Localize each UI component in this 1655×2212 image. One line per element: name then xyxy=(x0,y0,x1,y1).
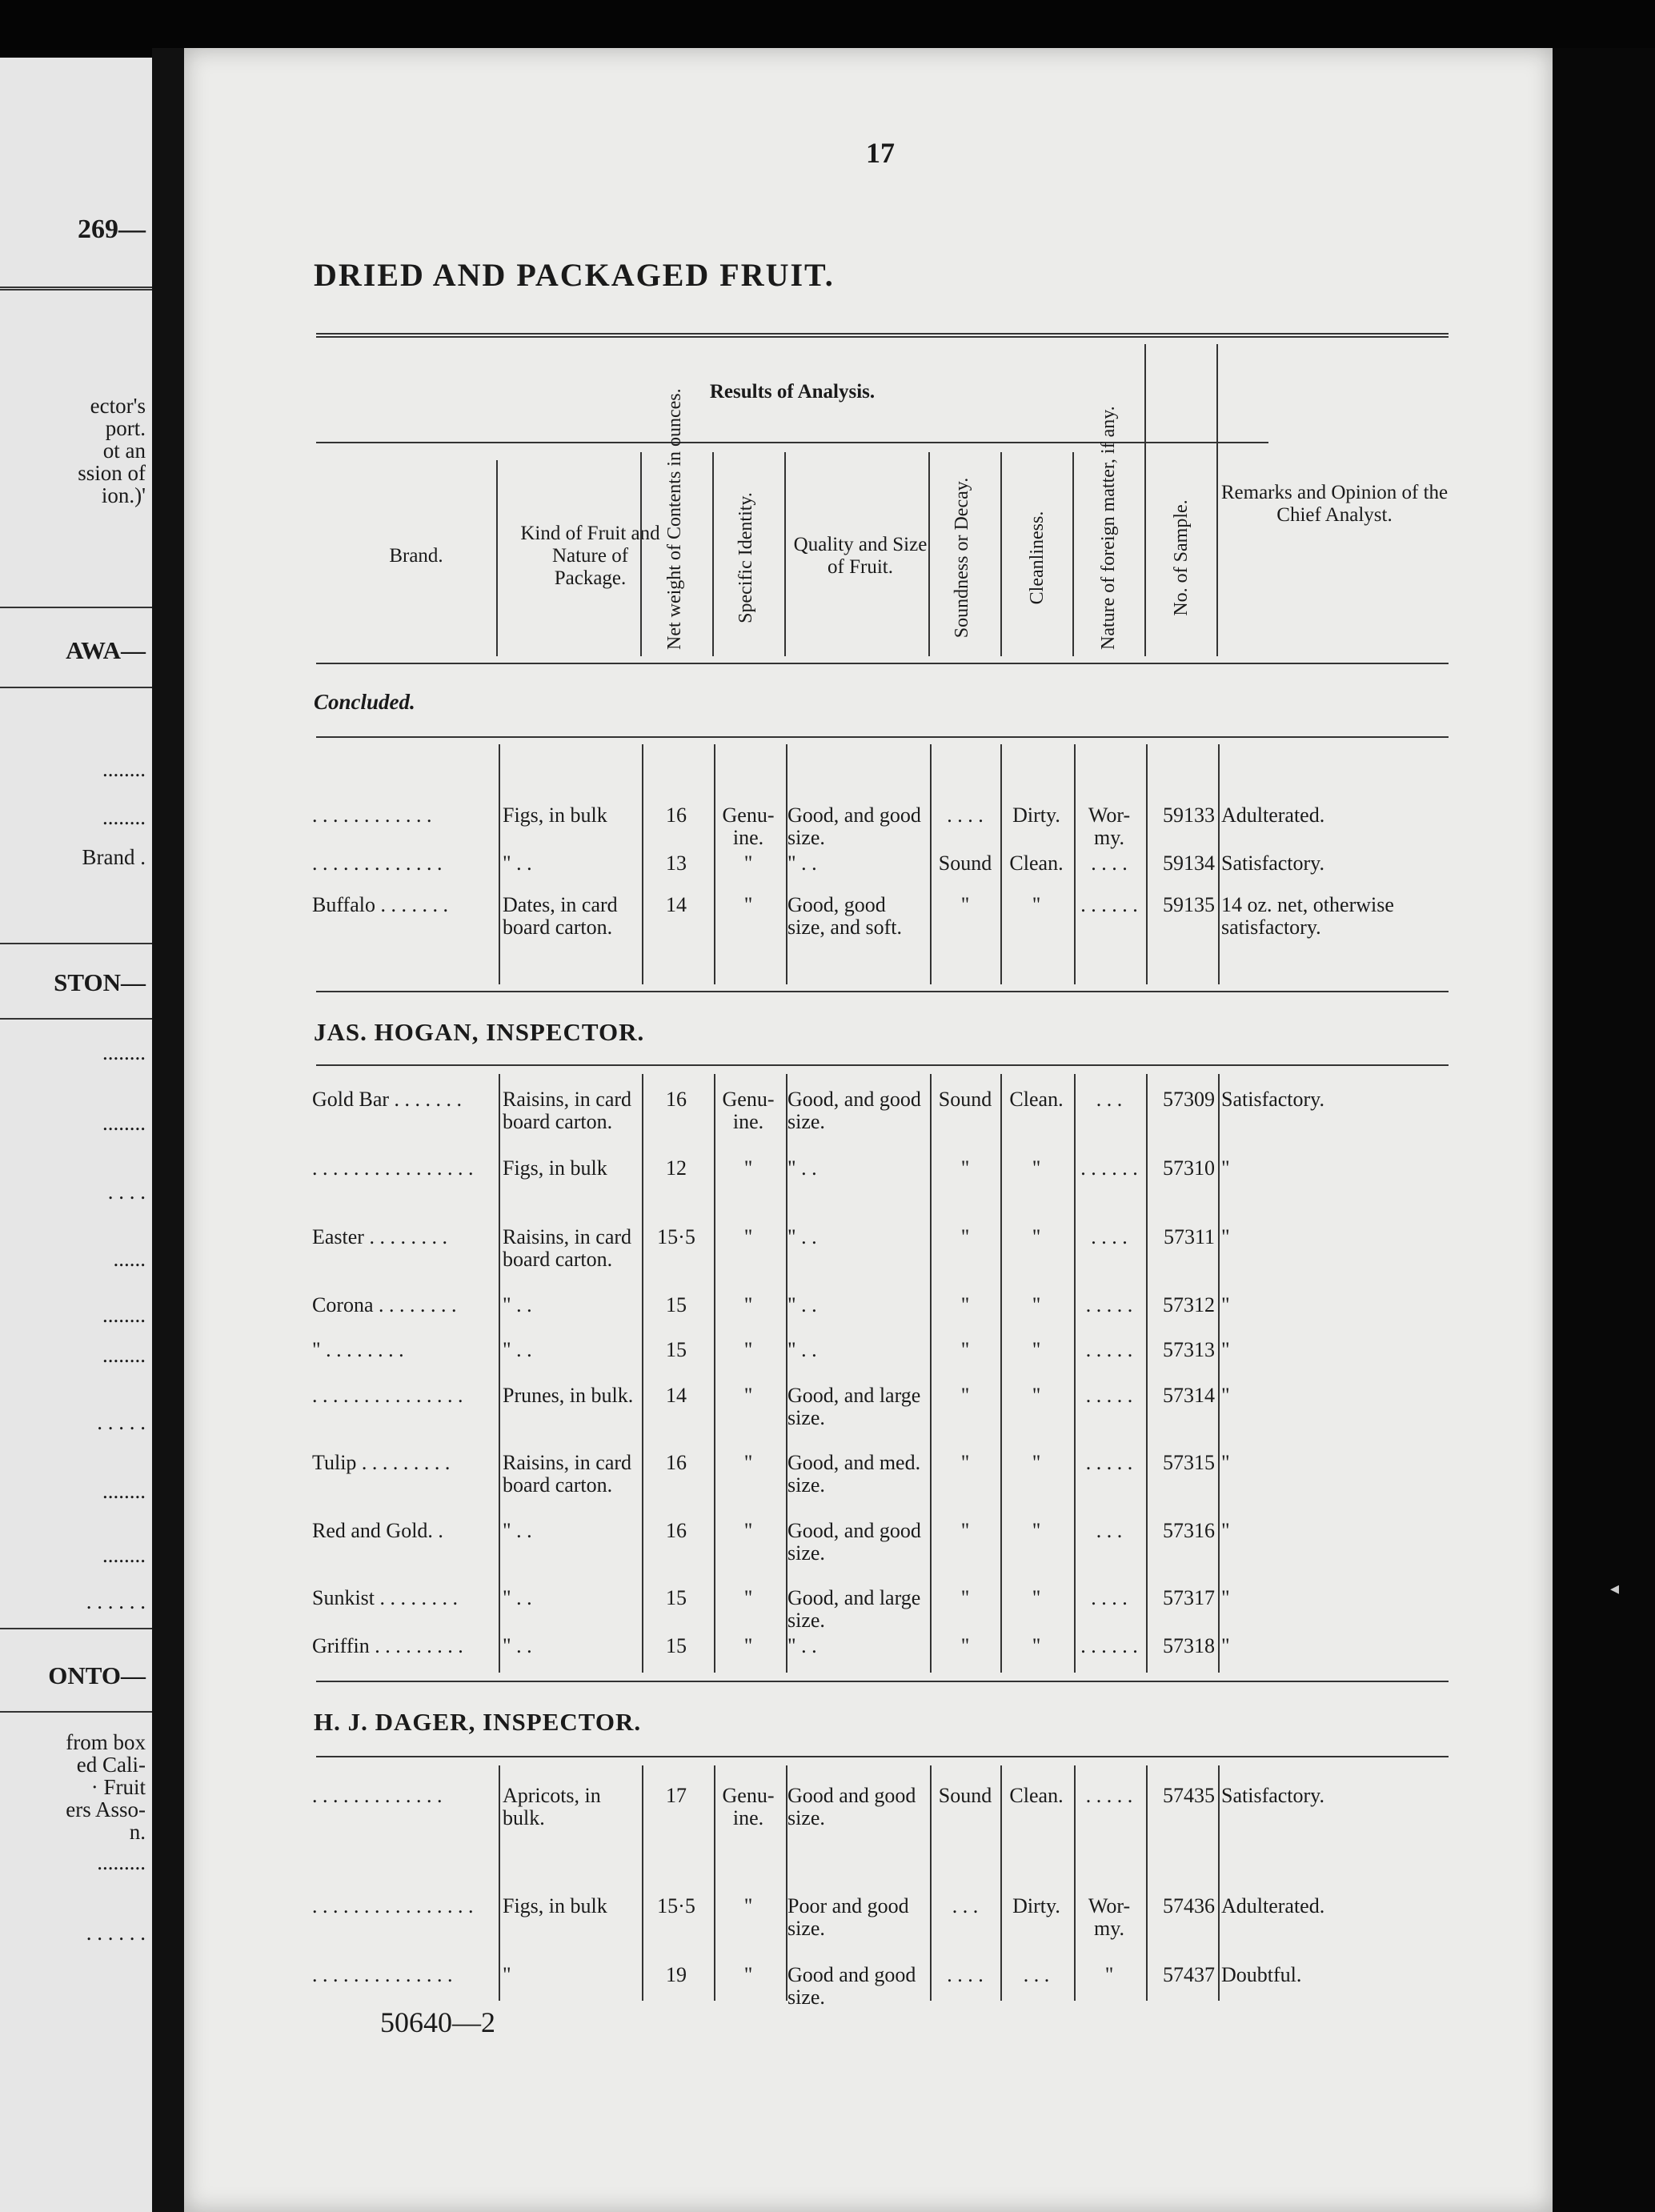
table-cell-quality: Good, and good size. xyxy=(787,1519,921,1565)
left-page-text: ers Asso- xyxy=(66,1797,146,1821)
table-cell-cleanliness: " xyxy=(1032,1586,1041,1609)
table-cell-remarks: " xyxy=(1221,1338,1230,1361)
kind-header: Kind of Fruit and Nature of Package. xyxy=(520,523,660,589)
table-cell-sample: 57313 xyxy=(1163,1338,1215,1361)
table-cell-sample: 57317 xyxy=(1163,1586,1215,1609)
table-cell-remarks: " xyxy=(1221,1156,1230,1180)
table-cell-kind: " . . xyxy=(503,1293,532,1316)
table-cell-remarks: Adulterated. xyxy=(1221,1894,1325,1917)
table-cell-quality: Good, and good size. xyxy=(787,1088,921,1133)
table-cell-sample: 57318 xyxy=(1163,1634,1215,1657)
book-gutter xyxy=(152,48,184,2212)
table-cell-cleanliness: " xyxy=(1032,1384,1041,1407)
specific-identity-header: Specific Identity. xyxy=(735,492,756,623)
table-cell-sample: 59133 xyxy=(1163,803,1215,827)
left-page-text: ........ xyxy=(102,757,146,781)
table-cell-quality: Good, and good size. xyxy=(787,803,921,849)
table-cell-weight: 13 xyxy=(666,852,687,875)
table-cell-sample: 57316 xyxy=(1163,1519,1215,1542)
concluded-label: Concluded. xyxy=(314,690,415,714)
table-cell-sample: 57311 xyxy=(1163,1225,1215,1248)
table-cell-quality: Good, and large size. xyxy=(787,1586,921,1632)
table-cell-soundness: " xyxy=(960,1384,970,1407)
table-cell-quality: Good and good size. xyxy=(787,1963,916,2009)
left-facing-page xyxy=(0,58,152,2212)
table-cell-weight: 16 xyxy=(666,1519,687,1542)
column-rule xyxy=(1218,1765,1220,2001)
left-page-text: ........ xyxy=(102,1343,146,1367)
table-cell-kind: Figs, in bulk xyxy=(503,1156,607,1180)
table-cell-cleanliness: Clean. xyxy=(1009,852,1064,875)
left-page-text: from box xyxy=(66,1730,146,1754)
table-cell-foreign: " xyxy=(1104,1963,1114,1986)
left-page-text: ........ xyxy=(102,1479,146,1503)
left-page-text: ........ xyxy=(102,1543,146,1567)
column-rule xyxy=(499,1765,500,2001)
table-cell-remarks: " xyxy=(1221,1586,1230,1609)
table-cell-quality: Good, and large size. xyxy=(787,1384,921,1429)
left-page-text: . . . . . . xyxy=(86,1921,146,1945)
table-cell-soundness: " xyxy=(960,1225,970,1248)
table-cell-brand: . . . . . . . . . . . . . . xyxy=(312,1963,453,1986)
left-page-text: . . . . . . xyxy=(86,1589,146,1613)
table-cell-cleanliness: Clean. xyxy=(1009,1784,1064,1807)
table-cell-cleanliness: " xyxy=(1032,1338,1041,1361)
section-rule xyxy=(316,1064,1449,1066)
table-cell-brand: Red and Gold. . xyxy=(312,1519,443,1542)
table-cell-foreign: . . . . . . xyxy=(1080,893,1138,916)
table-cell-identity: " xyxy=(743,1519,753,1542)
left-page-text: ed Cali- xyxy=(76,1753,146,1777)
brand-header: Brand. xyxy=(389,545,443,567)
table-cell-soundness: " xyxy=(960,1293,970,1316)
table-cell-identity: " xyxy=(743,1586,753,1609)
table-cell-foreign: . . . . . xyxy=(1085,1384,1133,1407)
table-cell-brand: Griffin . . . . . . . . . xyxy=(312,1634,463,1657)
column-rule xyxy=(642,1074,643,1673)
table-cell-sample: 57437 xyxy=(1163,1963,1215,1986)
table-cell-sample: 59135 xyxy=(1163,893,1215,916)
left-page-text: ector's xyxy=(90,394,146,418)
table-cell-weight: 16 xyxy=(666,1451,687,1474)
left-page-text: STON— xyxy=(54,968,146,996)
table-cell-brand: Corona . . . . . . . . xyxy=(312,1293,457,1316)
table-cell-quality: " . . xyxy=(787,1634,817,1657)
table-cell-foreign: . . . . xyxy=(1091,852,1128,875)
table-cell-kind: Figs, in bulk xyxy=(503,803,607,827)
left-page-text: ........ xyxy=(102,1040,146,1064)
table-cell-identity: " xyxy=(743,1451,753,1474)
section-rule xyxy=(316,991,1449,992)
table-cell-kind: Figs, in bulk xyxy=(503,1894,607,1917)
table-cell-kind: " xyxy=(503,1963,511,1986)
left-page-text: ........ xyxy=(102,1303,146,1327)
table-cell-sample: 57310 xyxy=(1163,1156,1215,1180)
left-page-text: . . . . xyxy=(107,1180,146,1204)
right-edge xyxy=(1553,48,1655,2212)
left-page-rule xyxy=(0,687,152,688)
table-cell-quality: Good and good size. xyxy=(787,1784,916,1829)
foreign-matter-header: Nature of foreign matter, if any. xyxy=(1098,406,1119,650)
left-page-rule xyxy=(0,607,152,608)
table-cell-soundness: Sound xyxy=(938,852,992,875)
table-cell-kind: Dates, in card board carton. xyxy=(503,893,618,939)
table-cell-foreign: . . . . . xyxy=(1085,1293,1133,1316)
table-cell-sample: 57435 xyxy=(1163,1784,1215,1807)
left-page-text: ion.)' xyxy=(101,483,146,507)
left-page-rule xyxy=(0,1628,152,1629)
column-rule xyxy=(928,452,930,656)
table-cell-soundness: " xyxy=(960,1156,970,1180)
table-cell-weight: 15 xyxy=(666,1586,687,1609)
section-rule xyxy=(316,1681,1449,1682)
table-cell-soundness: Sound xyxy=(938,1784,992,1807)
table-cell-foreign: . . . . xyxy=(1091,1586,1128,1609)
table-cell-quality: Good, and med. size. xyxy=(787,1451,921,1497)
column-rule xyxy=(499,1074,500,1673)
page-number: 17 xyxy=(866,137,895,169)
table-cell-kind: " . . xyxy=(503,852,532,875)
page-title: DRIED AND PACKAGED FRUIT. xyxy=(314,257,835,293)
table-cell-cleanliness: " xyxy=(1032,1156,1041,1180)
left-page-text: ONTO— xyxy=(48,1661,146,1689)
table-cell-remarks: Adulterated. xyxy=(1221,803,1325,827)
results-of-analysis-header: Results of Analysis. xyxy=(709,381,876,403)
table-cell-soundness: " xyxy=(960,1586,970,1609)
table-cell-remarks: " xyxy=(1221,1634,1230,1657)
table-cell-foreign: Wor- my. xyxy=(1088,1894,1131,1940)
table-cell-identity: Genu- ine. xyxy=(722,1784,775,1829)
table-cell-brand: Easter . . . . . . . . xyxy=(312,1225,447,1248)
column-rule xyxy=(712,452,714,656)
table-cell-weight: 15·5 xyxy=(657,1225,695,1248)
table-cell-weight: 14 xyxy=(666,1384,687,1407)
table-cell-kind: Raisins, in card board carton. xyxy=(503,1088,632,1133)
table-cell-weight: 16 xyxy=(666,1088,687,1111)
table-cell-sample: 57309 xyxy=(1163,1088,1215,1111)
soundness-header: Soundness or Decay. xyxy=(952,477,972,639)
results-rule xyxy=(316,442,1268,443)
table-cell-soundness: " xyxy=(960,1634,970,1657)
print-code: 50640—2 xyxy=(380,2006,495,2038)
table-cell-cleanliness: " xyxy=(1032,1225,1041,1248)
table-cell-foreign: . . . . . . xyxy=(1080,1634,1138,1657)
table-cell-remarks: " xyxy=(1221,1519,1230,1542)
table-cell-quality: " . . xyxy=(787,1156,817,1180)
left-page-text: ........ xyxy=(102,805,146,829)
table-cell-remarks: " xyxy=(1221,1384,1230,1407)
table-cell-cleanliness: . . . xyxy=(1023,1963,1050,1986)
table-cell-brand: Sunkist . . . . . . . . xyxy=(312,1586,459,1609)
sample-number-header: No. of Sample. xyxy=(1171,499,1192,616)
table-cell-brand: Tulip . . . . . . . . . xyxy=(312,1451,451,1474)
table-cell-weight: 12 xyxy=(666,1156,687,1180)
column-rule xyxy=(496,460,498,656)
table-cell-brand: " . . . . . . . . xyxy=(312,1338,404,1361)
column-rule xyxy=(1072,452,1074,656)
table-cell-brand: . . . . . . . . . . . . xyxy=(312,803,432,827)
left-page-rule xyxy=(0,1711,152,1713)
column-rule xyxy=(1218,744,1220,984)
table-cell-sample: 57436 xyxy=(1163,1894,1215,1917)
table-cell-weight: 19 xyxy=(666,1963,687,1986)
table-cell-soundness: " xyxy=(960,1519,970,1542)
column-rule xyxy=(640,452,642,656)
table-cell-remarks: " xyxy=(1221,1225,1230,1248)
table-cell-sample: 59134 xyxy=(1163,852,1215,875)
table-cell-identity: " xyxy=(743,1384,753,1407)
table-cell-quality: " . . xyxy=(787,1338,817,1361)
table-cell-weight: 14 xyxy=(666,893,687,916)
table-cell-foreign: . . . . . xyxy=(1085,1784,1133,1807)
table-cell-quality: " . . xyxy=(787,852,817,875)
left-page-rule xyxy=(0,287,152,291)
section-rule xyxy=(316,1756,1449,1757)
table-cell-identity: " xyxy=(743,1963,753,1986)
table-cell-identity: " xyxy=(743,893,753,916)
table-cell-foreign: . . . xyxy=(1096,1519,1123,1542)
table-cell-foreign: . . . . . xyxy=(1085,1338,1133,1361)
table-cell-kind: " . . xyxy=(503,1338,532,1361)
table-cell-foreign: . . . . . . xyxy=(1080,1156,1138,1180)
table-cell-remarks: Satisfactory. xyxy=(1221,1088,1324,1111)
table-cell-remarks: " xyxy=(1221,1451,1230,1474)
table-cell-weight: 15·5 xyxy=(657,1894,695,1917)
table-cell-kind: Raisins, in card board carton. xyxy=(503,1451,632,1497)
table-cell-sample: 57315 xyxy=(1163,1451,1215,1474)
table-cell-weight: 15 xyxy=(666,1338,687,1361)
table-cell-identity: " xyxy=(743,852,753,875)
table-cell-quality: " . . xyxy=(787,1225,817,1248)
left-page-text: ...... xyxy=(113,1247,146,1271)
table-top-rule xyxy=(316,333,1449,338)
inspector-heading: JAS. HOGAN, INSPECTOR. xyxy=(314,1018,645,1046)
table-cell-remarks: " xyxy=(1221,1293,1230,1316)
table-cell-kind: Raisins, in card board carton. xyxy=(503,1225,632,1271)
column-rule xyxy=(1216,344,1218,656)
column-rule xyxy=(1000,452,1002,656)
left-page-text: Brand . xyxy=(82,845,146,869)
table-cell-cleanliness: " xyxy=(1032,1293,1041,1316)
left-page-text: ......... xyxy=(97,1850,146,1874)
inspector-heading: H. J. DAGER, INSPECTOR. xyxy=(314,1708,642,1736)
left-page-text: n. xyxy=(129,1820,146,1844)
left-page-text: ........ xyxy=(102,1111,146,1135)
column-rule xyxy=(642,1765,643,2001)
table-cell-cleanliness: Clean. xyxy=(1009,1088,1064,1111)
table-cell-cleanliness: Dirty. xyxy=(1012,803,1060,827)
table-cell-quality: Good, good size, and soft. xyxy=(787,893,902,939)
table-cell-brand: . . . . . . . . . . . . . . . xyxy=(312,1384,463,1407)
left-page-rule xyxy=(0,943,152,944)
table-cell-remarks: Doubtful. xyxy=(1221,1963,1302,1986)
table-cell-weight: 15 xyxy=(666,1293,687,1316)
left-page-text: ot an xyxy=(102,439,146,463)
table-cell-soundness: . . . xyxy=(952,1894,979,1917)
margin-mark: ◂ xyxy=(1610,1578,1620,1598)
table-cell-soundness: " xyxy=(960,893,970,916)
table-cell-soundness: . . . . xyxy=(947,1963,984,1986)
column-rule xyxy=(642,744,643,984)
table-cell-quality: " . . xyxy=(787,1293,817,1316)
left-page-text: AWA— xyxy=(66,636,146,664)
table-cell-sample: 57312 xyxy=(1163,1293,1215,1316)
table-cell-identity: Genu- ine. xyxy=(722,1088,775,1133)
table-cell-foreign: Wor- my. xyxy=(1088,803,1131,849)
table-cell-brand: . . . . . . . . . . . . . . . . xyxy=(312,1894,474,1917)
table-cell-brand: . . . . . . . . . . . . . xyxy=(312,1784,443,1807)
table-cell-kind: " . . xyxy=(503,1519,532,1542)
header-bottom-rule xyxy=(316,663,1449,664)
left-page-rule xyxy=(0,1018,152,1020)
table-cell-weight: 17 xyxy=(666,1784,687,1807)
column-rule xyxy=(499,744,500,984)
column-rule xyxy=(1218,1074,1220,1673)
column-rule xyxy=(784,452,786,656)
table-cell-brand: Buffalo . . . . . . . xyxy=(312,893,448,916)
table-cell-brand: . . . . . . . . . . . . . . . . xyxy=(312,1156,474,1180)
table-cell-remarks: 14 oz. net, otherwise satisfactory. xyxy=(1221,893,1394,939)
table-cell-weight: 16 xyxy=(666,803,687,827)
table-cell-brand: Gold Bar . . . . . . . xyxy=(312,1088,463,1111)
column-rule xyxy=(1144,344,1146,656)
table-cell-cleanliness: " xyxy=(1032,1634,1041,1657)
table-cell-soundness: Sound xyxy=(938,1088,992,1111)
table-cell-brand: . . . . . . . . . . . . . xyxy=(312,852,443,875)
table-cell-kind: Prunes, in bulk. xyxy=(503,1384,634,1407)
left-page-text: 269— xyxy=(78,214,146,244)
table-cell-foreign: . . . xyxy=(1096,1088,1123,1111)
table-cell-remarks: Satisfactory. xyxy=(1221,852,1324,875)
quality-header: Quality and Size of Fruit. xyxy=(793,534,928,578)
cleanliness-header: Cleanliness. xyxy=(1027,511,1048,605)
left-page-text: ssion of xyxy=(78,461,146,485)
table-cell-sample: 57314 xyxy=(1163,1384,1215,1407)
left-page-text: · Fruit xyxy=(90,1775,146,1799)
table-cell-identity: " xyxy=(743,1634,753,1657)
table-cell-weight: 15 xyxy=(666,1634,687,1657)
table-cell-kind: " . . xyxy=(503,1634,532,1657)
table-cell-foreign: . . . . . xyxy=(1085,1451,1133,1474)
table-cell-soundness: " xyxy=(960,1451,970,1474)
table-cell-cleanliness: Dirty. xyxy=(1012,1894,1060,1917)
table-cell-identity: Genu- ine. xyxy=(722,803,775,849)
table-cell-kind: " . . xyxy=(503,1586,532,1609)
table-cell-foreign: . . . . xyxy=(1091,1225,1128,1248)
table-cell-identity: " xyxy=(743,1894,753,1917)
left-page-text: . . . . . xyxy=(97,1410,146,1434)
section-rule xyxy=(316,736,1449,738)
table-cell-cleanliness: " xyxy=(1032,1451,1041,1474)
table-cell-remarks: Satisfactory. xyxy=(1221,1784,1324,1807)
table-cell-cleanliness: " xyxy=(1032,893,1041,916)
table-cell-quality: Poor and good size. xyxy=(787,1894,909,1940)
table-cell-cleanliness: " xyxy=(1032,1519,1041,1542)
net-weight-header: Net weight of Contents in ounces. xyxy=(664,388,685,650)
table-cell-identity: " xyxy=(743,1156,753,1180)
remarks-header: Remarks and Opinion of the Chief Analyst. xyxy=(1220,482,1449,526)
document-page xyxy=(184,48,1553,2212)
table-cell-soundness: . . . . xyxy=(947,803,984,827)
table-cell-identity: " xyxy=(743,1225,753,1248)
table-cell-soundness: " xyxy=(960,1338,970,1361)
table-cell-kind: Apricots, in bulk. xyxy=(503,1784,601,1829)
left-page-text: port. xyxy=(105,416,146,440)
table-cell-identity: " xyxy=(743,1293,753,1316)
table-cell-identity: " xyxy=(743,1338,753,1361)
